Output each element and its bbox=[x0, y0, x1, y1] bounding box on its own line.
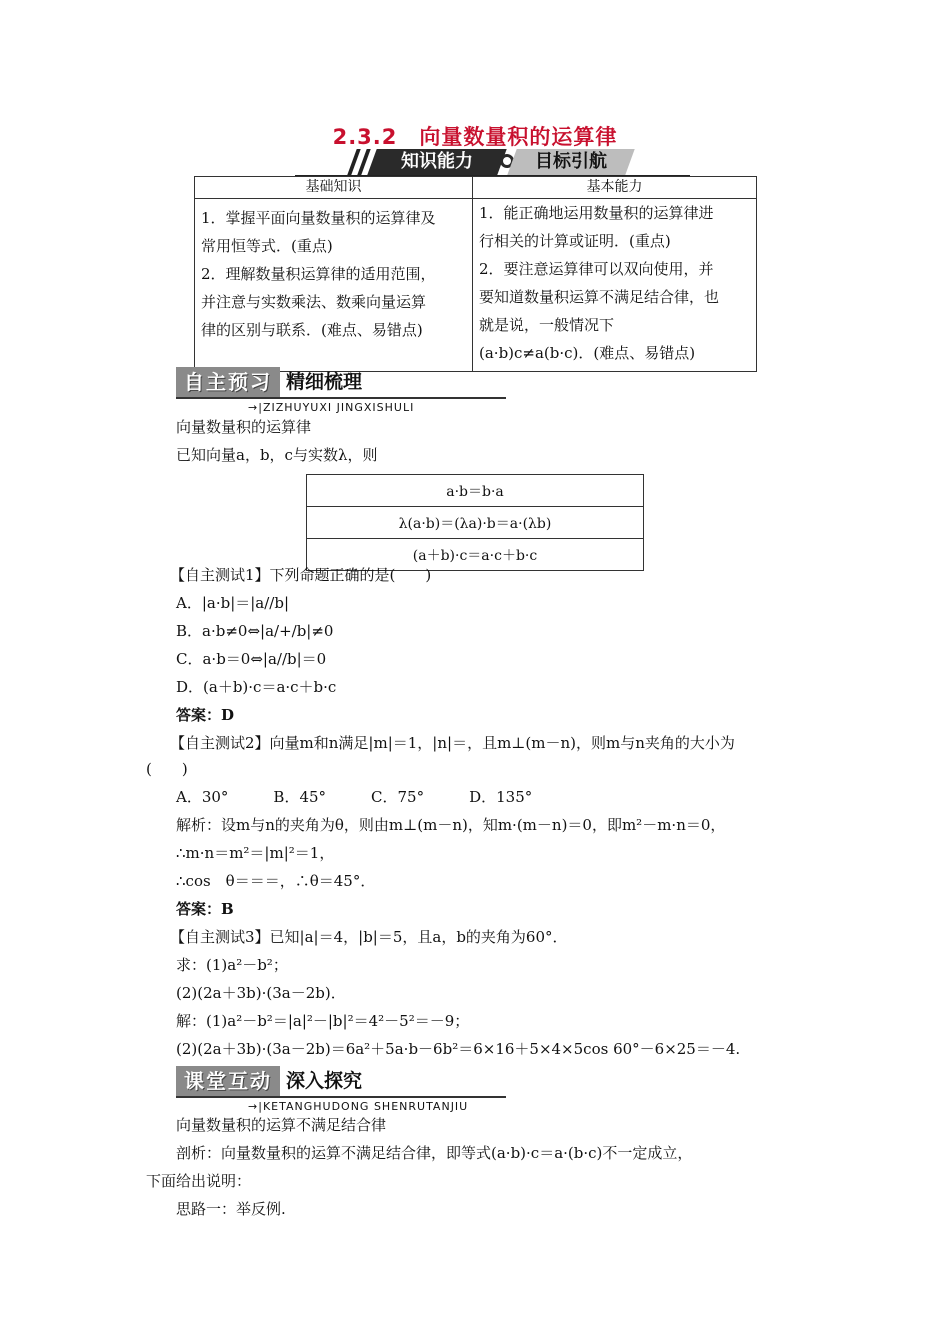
option-c: C．a·b＝0⇔|a//b|＝0 bbox=[176, 650, 327, 668]
solution-2-line-3: ∴cos θ＝＝＝，∴θ＝45°． bbox=[176, 872, 376, 890]
question-2-blank: ( ) bbox=[146, 760, 188, 778]
section-tag: 自主预习 bbox=[176, 367, 280, 397]
analysis-line-1: 剖析：向量数量积的运算不满足结合律，即等式(a·b)·c＝a·(b·c)不一定成立， bbox=[176, 1144, 693, 1162]
solution-2-line-2: ∴m·n＝m²＝|m|²＝1， bbox=[176, 844, 335, 862]
section-pinyin: →|KETANGHUDONG SHENRUTANJIU bbox=[248, 1100, 469, 1113]
heading-associativity: 向量数量积的运算不满足结合律 bbox=[176, 1116, 387, 1134]
section-header-preview bbox=[176, 367, 506, 414]
question-3-part-1: 求：(1)a²－b²； bbox=[176, 956, 288, 974]
question-2-options: A．30° B．45° C．75° D．135° bbox=[176, 788, 533, 806]
question-2: 【自主测试2】向量m和n满足|m|＝1，|n|＝，且m⊥(m－n)，则m与n夹角的大小为 bbox=[170, 734, 735, 752]
question-3: 【自主测试3】已知|a|＝4，|b|＝5，且a，b的夹角为60°． bbox=[170, 928, 568, 946]
page-title: 2.3.2 向量数量积的运算律 bbox=[332, 125, 618, 149]
laws-table bbox=[306, 474, 644, 571]
option-d: D．(a＋b)·c＝a·c＋b·c bbox=[176, 678, 337, 696]
header-basic-knowledge: 基础知识 bbox=[195, 177, 473, 199]
section-title: 精细梳理 bbox=[286, 371, 363, 393]
law-commutative: a·b＝b·a bbox=[307, 475, 644, 507]
banner-right: 目标引航 bbox=[507, 149, 634, 175]
basic-knowledge-cell: 1．掌握平面向量数量积的运算律及 常用恒等式．(重点) 2．理解数量积运算律的适用范围， 并注意与实数乘法、数乘向量运算 律的区别与联系．(难点、易错点) bbox=[195, 199, 473, 372]
question-1: 【自主测试1】下列命题正确的是( ) bbox=[170, 566, 432, 584]
analysis-line-2: 下面给出说明： bbox=[146, 1172, 252, 1190]
banner-left: 知识能力 bbox=[367, 149, 506, 175]
solution-2-line-1: 解析：设m与n的夹角为θ，则由m⊥(m－n)，知m·(m－n)＝0，即m²－m·n＝0， bbox=[176, 816, 726, 834]
knowledge-table bbox=[194, 176, 757, 372]
section-header-classroom bbox=[176, 1066, 506, 1113]
approach-1: 思路一：举反例. bbox=[176, 1200, 286, 1218]
answer-2: 答案：B bbox=[176, 900, 234, 918]
question-3-part-2: (2)(2a＋3b)·(3a－2b)． bbox=[176, 984, 346, 1002]
heading-laws: 向量数量积的运算律 bbox=[176, 418, 312, 436]
law-distributive: (a＋b)·c＝a·c＋b·c bbox=[307, 539, 644, 571]
option-b: B．a·b≠0⇔|a/+/b|≠0 bbox=[176, 622, 334, 640]
solution-3-line-2: (2)(2a＋3b)·(3a－2b)＝6a²＋5a·b－6b²＝6×16＋5×4×5cos 60°－6×25＝－4. bbox=[176, 1040, 741, 1058]
law-scalar: λ(a·b)＝(λa)·b＝a·(λb) bbox=[307, 507, 644, 539]
section-title: 深入探究 bbox=[286, 1070, 363, 1092]
header-basic-ability: 基本能力 bbox=[473, 177, 757, 199]
answer-1: 答案：D bbox=[176, 706, 235, 724]
solution-3-line-1: 解：(1)a²－b²＝|a|²－|b|²＝4²－5²＝－9； bbox=[176, 1012, 470, 1030]
text-given: 已知向量a，b，c与实数λ，则 bbox=[176, 446, 378, 464]
section-pinyin: →|ZIZHUYUXI JINGXISHULI bbox=[248, 401, 415, 414]
option-a: A．|a·b|＝|a//b| bbox=[176, 594, 290, 612]
section-tag: 课堂互动 bbox=[176, 1066, 280, 1096]
basic-ability-cell: 1．能正确地运用数量积的运算律进 行相关的计算或证明．(重点) 2．要注意运算律可以双向使用，并 要知道数量积运算不满足结合律，也 就是说，一般情况下 (a·b)c≠a(b·c)．(难点、易错点) bbox=[473, 199, 757, 372]
